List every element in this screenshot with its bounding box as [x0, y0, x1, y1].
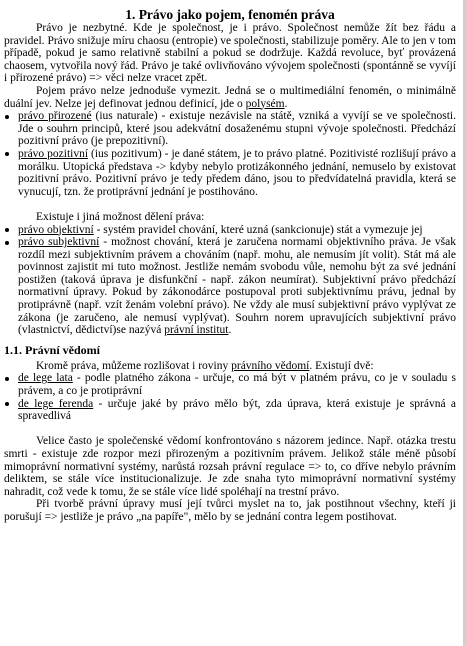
term-legal-awareness: právního vědomí: [231, 359, 310, 372]
list-item: právo subjektivní - možnost chování, která je zaručena normami objektivního práva. Je však rozdíl mezi subjektivním právem a chováním (např. mohu, ale nemusím jít volit). Stát má ale povinnost zajistit mi tuto možnost. Jestliže nemám svobodu vůle, nemohu být za své jednání postižen (taková úprava je disfunkční - např. zákon neumírat). Subjektivní právo předchází normativní úpravy. Pokud by zákonodárce postupoval proti subjektivnímu právu, jednal by protiprávně (např. vzít ženám volební právo). Ne vždy ale musí subjektivní právo vyplývat ze zákona (je zaručeno, ale nemusí vyplývat). Souhrn norem upravujících subjektivní právo (vlastnictví, dědictví)se nazývá právní institut.: [4, 236, 456, 337]
term-subjective-law: právo subjektivní: [18, 236, 100, 249]
list-law-types: [4, 110, 456, 198]
list-objective-subjective: [4, 224, 456, 337]
paragraph-social-awareness: Velice často je společenské vědomí konfrontováno s názorem jedince. Např. otázka trestu smrti - existuje zde rozpor mezi přirozeným a pozitivním právem. Jelikož stále méně působí mimoprávní normativní systémy, narůstá rozsah právní regulace => to, co dříve nebylo právním deliktem, se stále více institucionalizuje. Je zde snaha tyto mimoprávní normativní systémy nahradit, což vede k tomu, že se stále více lidé spoléhají na trestní právo.: [4, 435, 456, 498]
list-lege: [4, 372, 456, 422]
term-polysem: polysém: [245, 97, 285, 110]
list-item: de lege ferenda - určuje jaké by právo mělo být, zda úprava, která existuje je správná a spravedlivá: [4, 398, 456, 423]
paragraph-other-division: Existuje i jiná možnost dělení práva:: [36, 210, 205, 223]
term-de-lege-lata: de lege lata: [18, 372, 73, 385]
term-positive-law: právo pozitivní: [18, 147, 89, 160]
term-de-lege-ferenda: de lege ferenda: [18, 397, 94, 410]
list-item: právo pozitivní (ius pozitivum) - je dané státem, je to právo platné. Pozitivisté rozlišují právo a morálku. Utopická představa -> kdyby nebylo protizákonného jednání, nemuselo by existovat pozitivní právo. Pozitivní právo je tedy předem dáno, jsou to předvídatelná pravidla, která se vynucují, tzn. že protiprávní jednání je postihováno.: [4, 148, 456, 198]
list-item: právo objektivní - systém pravidel chování, které uzná (sankcionuje) stát a vymezuje jej: [4, 224, 456, 237]
paragraph-legal-awareness: Kromě práva, můžeme rozlišovat i roviny právního vědomí. Existují dvě:: [36, 359, 374, 372]
section-heading: 1.1. Právní vědomí: [4, 342, 100, 357]
term-legal-institute: právní institut: [164, 324, 229, 337]
paragraph-definition: Pojem právo nelze jednoduše vymezit. Jedná se o multimediální fenomén, o minimálně duální jev. Nelze jej definovat jednou definicí, jde o polysém.: [4, 84, 456, 110]
paragraph-legislation: Při tvorbě právní úpravy musí její tvůrci myslet na to, jak postihnout všechny, kteří ji porušují => jestliže je právo „na papíře", mělo by se jednání contra legem postihovat.: [4, 498, 456, 523]
paragraph-intro: Právo je nezbytné. Kde je společnost, je i právo. Společnost nemůže žít bez řádu a pravidel. Právo snižuje míru chaosu (entropie) ve společnosti, stabilizuje poměry. Ale to jen v tom případě, pokud je samo relativně stabilní a pokud se dodržuje. Každá revoluce, byť provázená chaosem, vytvořila nový řád. Právo je také ovlivňováno vývojem společnosti (spontánně se vyvíjí i přirozené právo) => věci nelze vracet zpět.: [4, 22, 456, 85]
list-item: de lege lata - podle platného zákona - určuje, co má být v platném právu, co je v souladu s právem, a co je protiprávní: [4, 372, 456, 397]
term-natural-law: právo přirozené: [18, 110, 92, 123]
page-title: 1. Právo jako pojem, fenomén práva: [125, 7, 335, 22]
list-item: právo přirozené (ius naturale) - existuje nezávisle na státě, vzniká a vyvíjí se ve společnosti. Jde o souhrn principů, které jsou adekvátní dosaženému stupni vývoje společnosti. Předchází pozitivní právo (je prepozitivní).: [4, 110, 456, 148]
document-content: [4, 0, 456, 524]
term-objective-law: právo objektivní: [18, 223, 94, 236]
